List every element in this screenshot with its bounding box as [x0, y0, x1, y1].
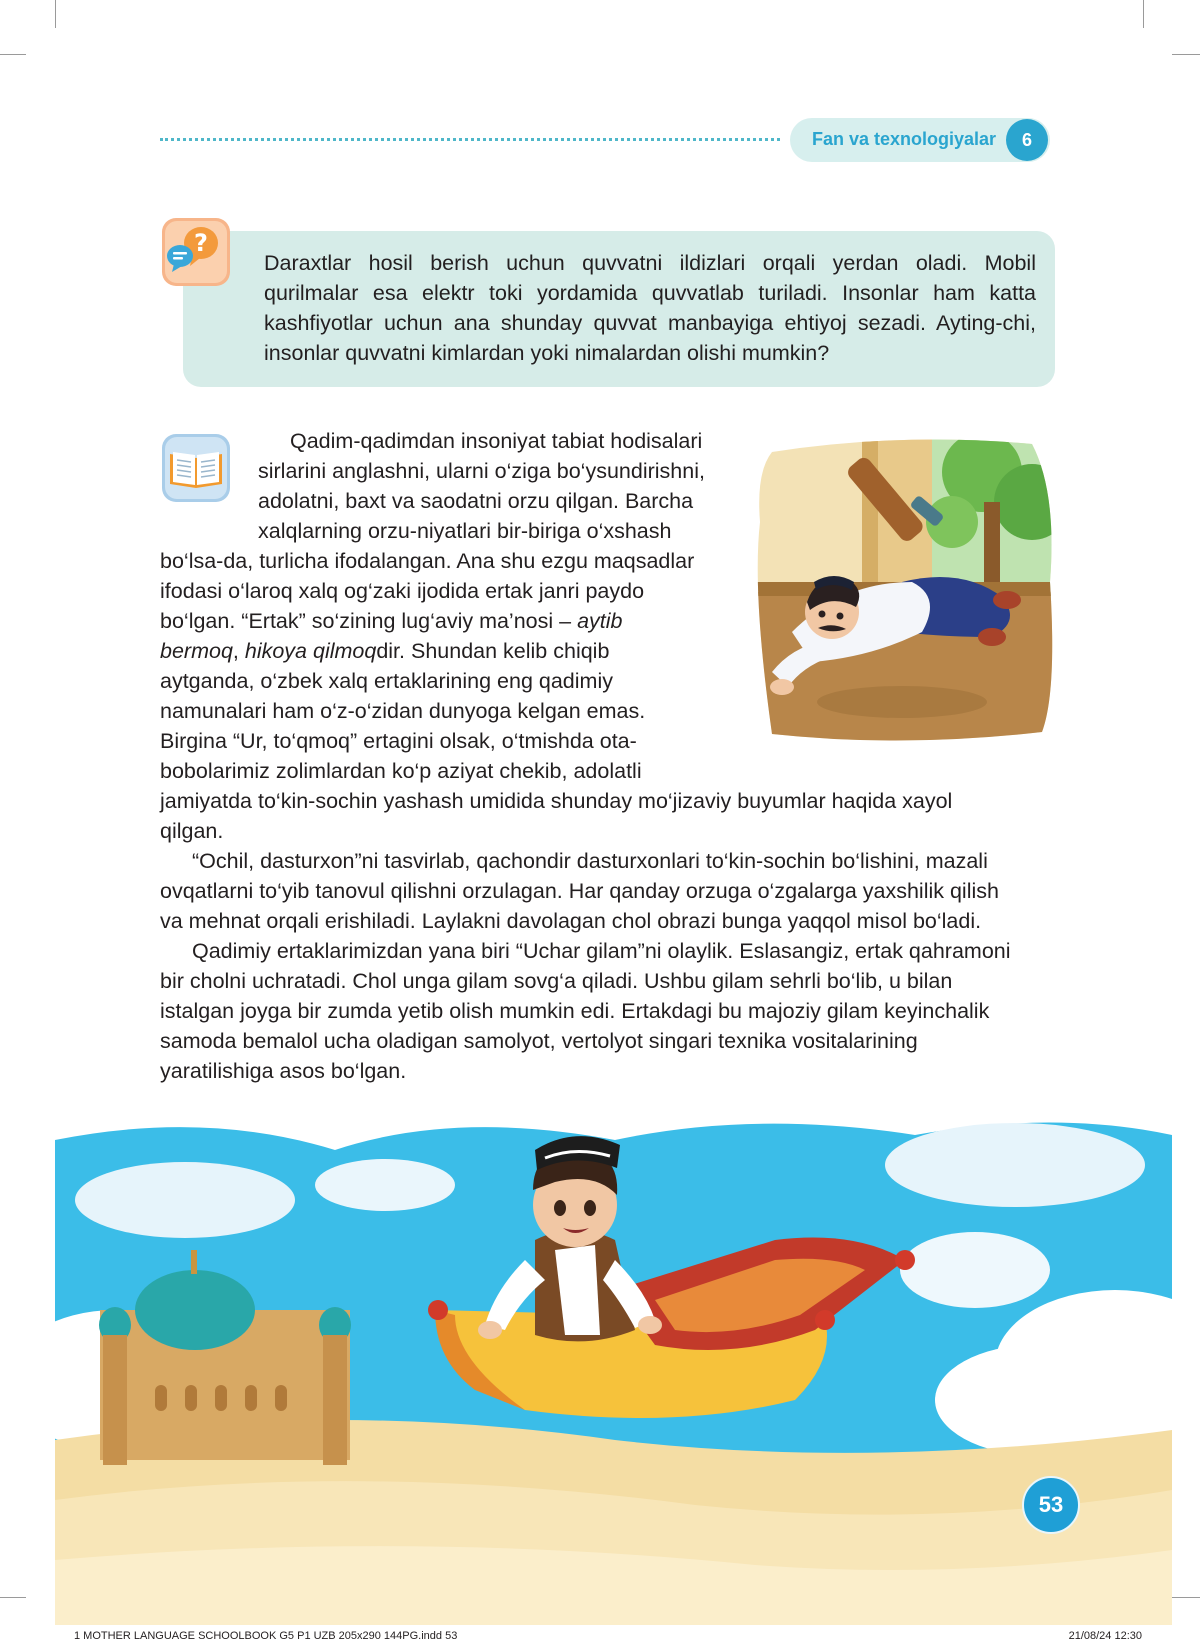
reading-line: adolatni, baxt va saodatni orzu qilgan. Barcha	[258, 489, 694, 513]
reading-line: Birgina “Ur, to‘qmoq” ertagini olsak, o‘tmishda ota-	[160, 729, 637, 753]
reading-paragraph-start	[258, 426, 728, 546]
question-text	[264, 248, 1036, 368]
crop-mark	[0, 54, 26, 55]
reading-line: xalqlarning orzu-niyatlari bir-biriga o‘xshash	[258, 519, 672, 543]
reading-italic: aytib	[577, 609, 623, 633]
crop-mark	[55, 0, 56, 28]
reading-line: va mehnat orqali erishiladi. Laylakni davolagan chol obrazi bunga yaqqol misol bo‘ladi.	[160, 909, 982, 933]
reading-line: yaratilishiga asos bo‘lgan.	[160, 1059, 407, 1083]
reading-line: bir cholni uchratadi. Chol unga gilam sovg‘a qiladi. Ushbu gilam sehrli bo‘lib, u bilan	[160, 969, 953, 993]
reading-line: sirlarini anglashni, ularni o‘ziga bo‘ysundirishni,	[258, 459, 705, 483]
reading-line: jamiyatda to‘kin-sochin yashash umidida shunday mo‘jizaviy buyumlar haqida xayol	[160, 789, 953, 813]
flying-carpet-illustration	[55, 1110, 1172, 1625]
reading-text: ,	[232, 639, 245, 663]
question-line: qurilmalar esa elektr toki yordamida quvvatlab turiladi. Insonlar ham katta	[264, 281, 1036, 305]
reading-line	[160, 636, 730, 666]
header-dotted-rule	[160, 138, 780, 141]
crop-mark	[1172, 1597, 1200, 1598]
reading-line: namunalari ham o‘z-o‘zidan dunyoga kelgan emas.	[160, 699, 646, 723]
reading-italic: bermoq	[160, 639, 233, 663]
reading-line: istalgan joyga bir zumda yetib olish mumkin edi. Ertakdagi bu majoziy gilam keyinchalik	[160, 999, 990, 1023]
question-line: kashfiyotlar uchun ana shunday quvvat manbayiga ehtiyoj sezadi. Ayting-chi,	[264, 311, 1036, 335]
section-number-badge: 6	[1006, 119, 1048, 161]
open-book-icon	[160, 432, 232, 504]
reading-line: Qadimiy ertaklarimizdan yana biri “Uchar gilam”ni olaylik. Eslasangiz, ertak qahramoni	[192, 939, 1011, 963]
reading-paragraph-middle	[160, 546, 730, 786]
reading-line: “Ochil, dasturxon”ni tasvirlab, qachondir dasturxonlari to‘kin-sochin bo‘lishini, mazali	[192, 849, 988, 873]
reading-line: aytganda, o‘zbek xalq ertaklarining eng qadimiy	[160, 669, 613, 693]
question-line: Daraxtlar hosil berish uchun quvvatni ildizlari orqali yerdan oladi. Mobil	[264, 251, 1036, 275]
reading-line	[160, 606, 730, 636]
cudgel-story-illustration	[752, 432, 1057, 744]
reading-text: dir. Shundan kelib chiqib	[376, 639, 610, 663]
svg-text:?: ?	[194, 229, 208, 257]
print-slug-datetime: 21/08/24 12:30	[1068, 1630, 1142, 1642]
question-bubble-icon	[160, 216, 232, 288]
section-title: Fan va texnologiyalar	[812, 129, 997, 149]
reading-line: samoda bemalol ucha oladigan samolyot, vertolyot singari texnika vositalarining	[160, 1029, 918, 1053]
reading-paragraph-wide	[160, 786, 1060, 1086]
crop-mark	[1143, 0, 1144, 28]
reading-line: Qadim-qadimdan insoniyat tabiat hodisalari	[290, 429, 703, 453]
section-header-pill	[790, 118, 1050, 162]
reading-italic: hikoya qilmoq	[244, 639, 377, 663]
reading-text: bo‘lgan. “Ertak” so‘zining lug‘aviy ma’nosi –	[160, 609, 578, 633]
reading-line: ifodasi o‘laroq xalq og‘zaki ijodida ertak janri paydo	[160, 579, 645, 603]
page-number-badge: 53	[1022, 1476, 1080, 1534]
reading-line: qilgan.	[160, 819, 224, 843]
print-slug-file: 1 MOTHER LANGUAGE SCHOOLBOOK G5 P1 UZB 205x290 144PG.indd 53	[74, 1630, 458, 1642]
crop-mark	[0, 1597, 26, 1598]
reading-line: ovqatlarni to‘yib tanovul qilishni orzulagan. Har qanday orzuga o‘zgalarga yaxshilik qilish	[160, 879, 999, 903]
reading-line: bo‘lsa-da, turlicha ifodalangan. Ana shu ezgu maqsadlar	[160, 549, 695, 573]
reading-line: bobolarimiz zolimlardan ko‘p aziyat chekib, adolatli	[160, 759, 642, 783]
crop-mark	[1172, 54, 1200, 55]
question-line: insonlar quvvatni kimlardan yoki nimalardan olishi mumkin?	[264, 341, 830, 365]
